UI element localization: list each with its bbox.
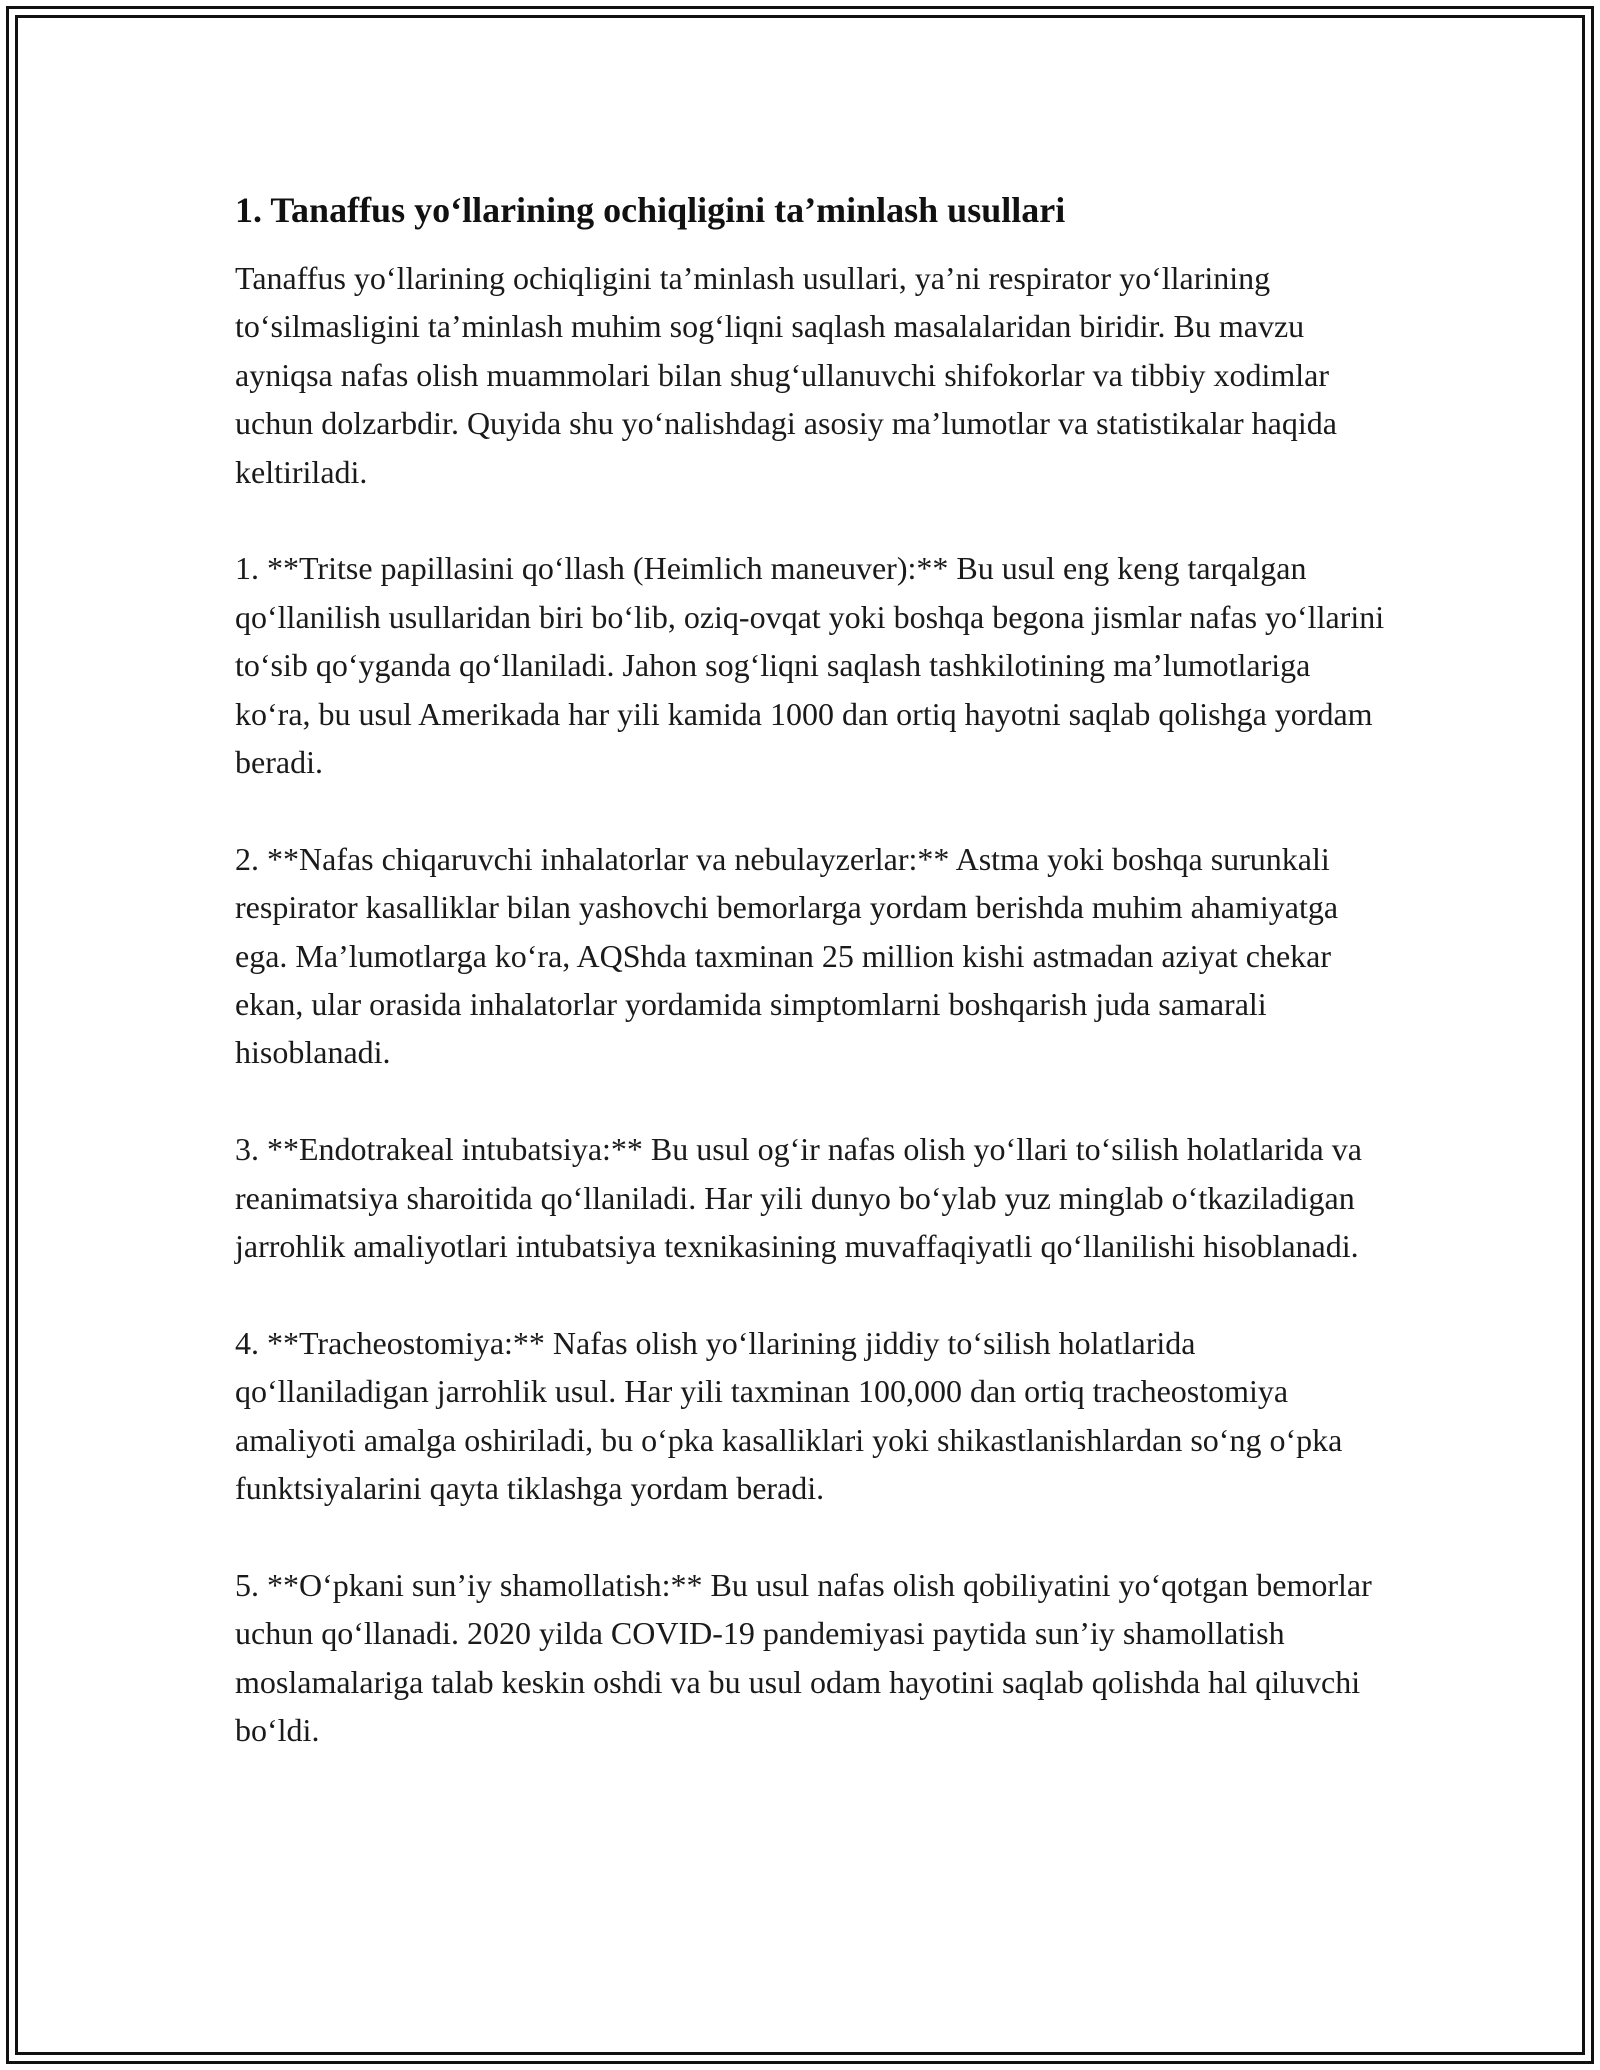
list-item-1: 1. **Tritse papillasini qo‘llash (Heimlich maneuver):** Bu usul eng keng tarqalgan qo‘llanilish usullaridan biri bo‘lib, oziq-ovqat yoki boshqa begona jismlar nafas yo‘llarini to‘sib qo‘yganda qo‘llaniladi. Jahon sog‘liqni saqlash tashkilotining ma’lumotlariga ko‘ra, bu usul Amerikada har yili kamida 1000 dan ortiq hayotni saqlab qolishga yordam beradi. bbox=[235, 550, 1385, 781]
list-item-5: 5. **O‘pkani sun’iy shamollatish:** Bu usul nafas olish qobiliyatini yo‘qotgan bemorlar uchun qo‘llanadi. 2020 yilda COVID-19 pandemiyasi paytida sun’iy shamollatish moslamalariga talab keskin oshdi va bu usul odam hayotini saqlab qolishda hal qiluvchi bo‘ldi. bbox=[235, 1566, 1372, 1749]
list-item-3: 3. **Endotrakeal intubatsiya:** Bu usul og‘ir nafas olish yo‘llari to‘silish holatlarida va reanimatsiya sharoitida qo‘llaniladi. Har yili dunyo bo‘ylab yuz minglab o‘tkaziladigan jarrohlik amaliyotlari intubatsiya texnikasining muvaffaqiyatli qo‘llanilishi hisoblanadi. bbox=[235, 1131, 1362, 1265]
document-body bbox=[235, 188, 1385, 1803]
intro-paragraph: Tanaffus yo‘llarining ochiqligini ta’minlash usullari, ya’ni respirator yo‘llarining to‘silmasligini ta’minlash muhim sog‘liqni saqlash masalalaridan biridir. Bu mavzu ayniqsa nafas olish muammolari bilan shug‘ullanuvchi shifokorlar va tibbiy xodimlar uchun dolzarbdir. Quyida shu yo‘nalishdagi asosiy ma’lumotlar va statistikalar haqida keltiriladi. bbox=[235, 260, 1337, 490]
document-title: 1. Tanaffus yo‘llarining ochiqligini ta’minlash usullari bbox=[235, 190, 1066, 230]
list-item-4: 4. **Tracheostomiya:** Nafas olish yo‘llarining jiddiy to‘silish holatlarida qo‘llaniladigan jarrohlik usul. Har yili taxminan 100,000 dan ortiq tracheostomiya amaliyoti amalga oshiriladi, bu o‘pka kasalliklari yoki shikastlanishlardan so‘ng o‘pka funktsiyalarini qayta tiklashga yordam beradi. bbox=[235, 1324, 1343, 1507]
list-item-2: 2. **Nafas chiqaruvchi inhalatorlar va nebulayzerlar:** Astma yoki boshqa surunkali respirator kasalliklar bilan yashovchi bemorlarga yordam berishda muhim ahamiyatga ega. Ma’lumotlarga ko‘ra, AQShda taxminan 25 million kishi astmadan aziyat chekar ekan, ular orasida inhalatorlar yordamida simptomlarni boshqarish juda samarali hisoblanadi. bbox=[235, 840, 1339, 1071]
